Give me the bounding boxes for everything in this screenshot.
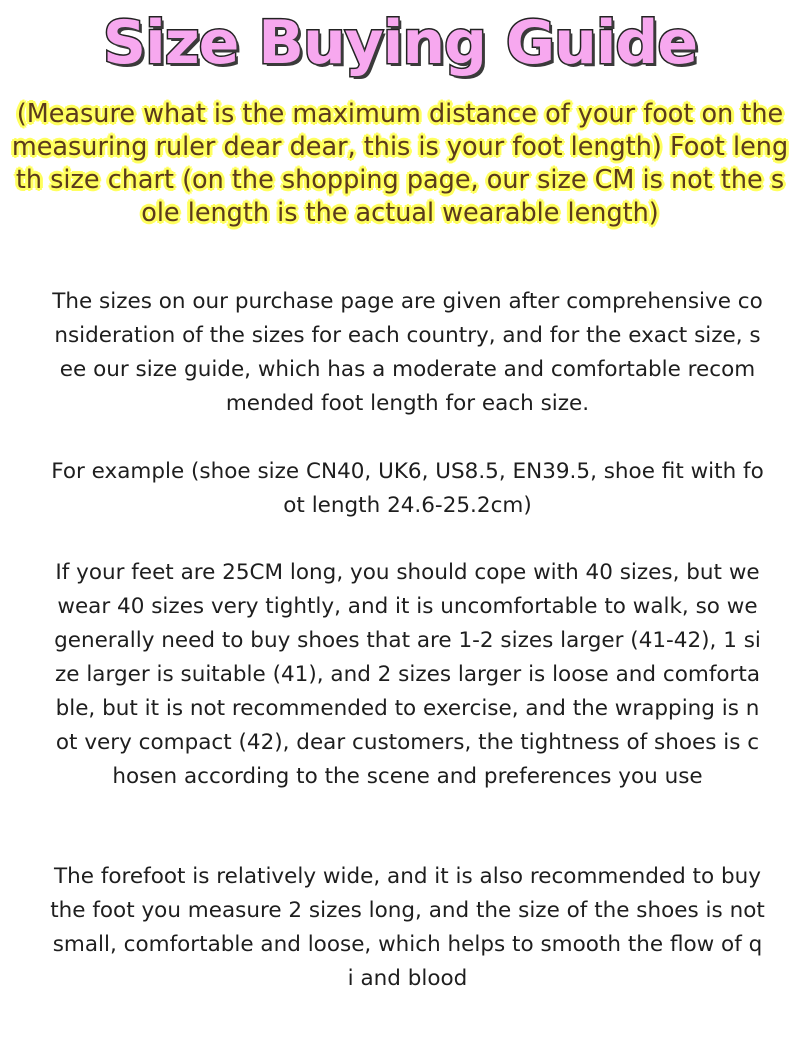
measurement-note: (Measure what is the maximum distance of your foot on the measuring ruler dear dear, this is your foot length) Foot length size chart (on the shopping page, our size CM is not the sole length is the actual wearable length) — [11, 99, 789, 228]
size-explanation-paragraph: The sizes on our purchase page are given after comprehensive consideration of the sizes for each country, and for the exact size, see our size guide, which has a moderate and comfortable recommended foot length for each size. — [52, 289, 763, 416]
fit-advice-paragraph: If your feet are 25CM long, you should cope with 40 sizes, but we wear 40 sizes very tightly, and it is uncomfortable to walk, so we generally need to buy shoes that are 1-2 sizes larger (41-42), 1 size larger is suitable (41), and 2 sizes larger is loose and comfortable, but it is not recommended to exercise, and the wrapping is not very compact (42), dear customers, the tightness of shoes is chosen according to the scene and preferences you use — [54, 560, 761, 789]
page-title: Size Buying Guide — [102, 8, 698, 78]
size-example-paragraph: For example (shoe size CN40, UK6, US8.5, EN39.5, shoe fit with foot length 24.6-25.2cm) — [51, 459, 764, 518]
forefoot-advice-paragraph: The forefoot is relatively wide, and it is also recommended to buy the foot you measure 2 sizes long, and the size of the shoes is not small, comfortable and loose, which helps to smooth the flow of qi and blood — [50, 864, 765, 991]
